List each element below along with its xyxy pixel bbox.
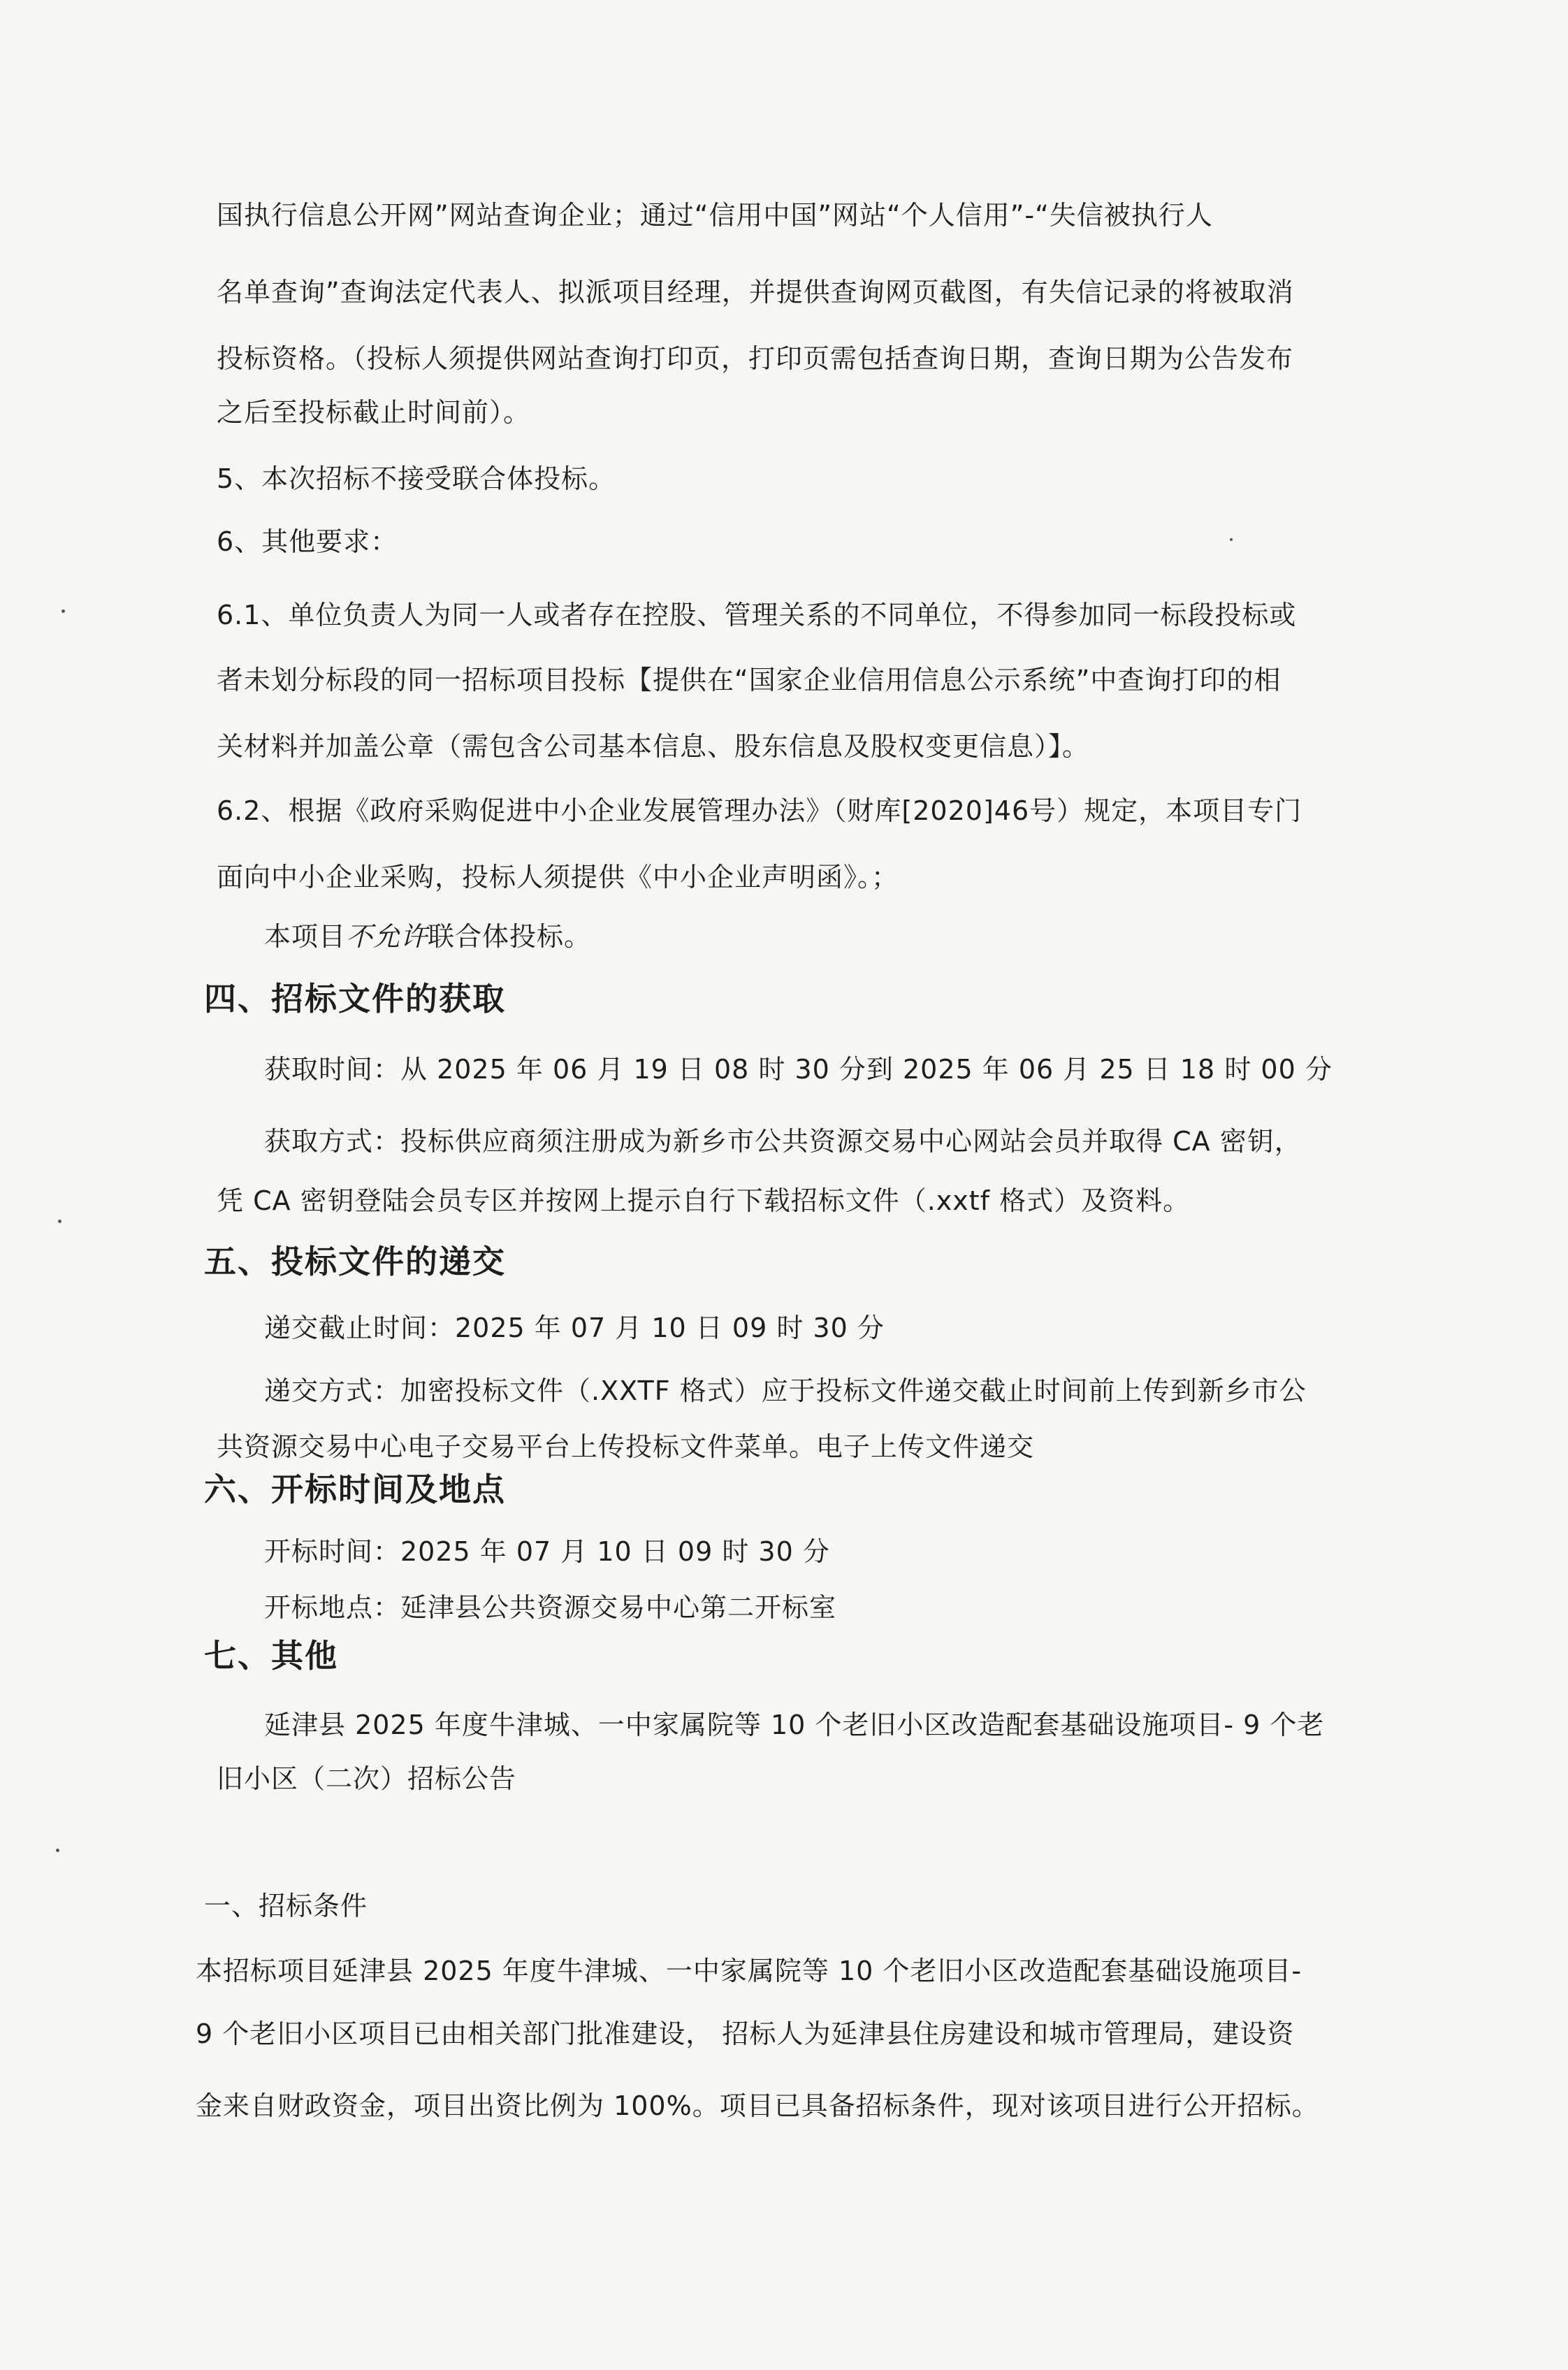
- paragraph-line: 旧小区（二次）招标公告: [217, 1763, 517, 1794]
- paragraph-line: 开标时间：2025 年 07 月 10 日 09 时 30 分: [264, 1536, 830, 1567]
- paragraph-line: 之后至投标截止时间前）。: [217, 397, 531, 428]
- section-heading: 五、投标文件的递交: [204, 1243, 506, 1280]
- paragraph-line: 名单查询”查询法定代表人、拟派项目经理，并提供查询网页截图，有失信记录的将被取消: [217, 277, 1294, 308]
- scan-speck: [58, 1220, 61, 1223]
- paragraph-line: 递交方式：加密投标文件（.XXTF 格式）应于投标文件递交截止时间前上传到新乡市公: [264, 1375, 1307, 1406]
- italic-text-run: 不允许: [346, 921, 428, 952]
- paragraph-line: 6.2、根据《政府采购促进中小企业发展管理办法》（财库[2020]46号）规定，本项目专门: [217, 795, 1302, 826]
- paragraph-line: 5、本次招标不接受联合体投标。: [217, 463, 616, 494]
- paragraph-line: 面向中小企业采购，投标人须提供《中小企业声明函》。；: [217, 862, 899, 893]
- section-heading: 四、招标文件的获取: [204, 980, 506, 1018]
- paragraph-line: [264, 919, 1382, 954]
- paragraph-line: 共资源交易中心电子交易平台上传投标文件菜单。电子上传文件递交: [217, 1431, 1035, 1462]
- paragraph-line: 获取时间：从 2025 年 06 月 19 日 08 时 30 分到 2025 年 06 月 25 日 18 时 00 分: [264, 1054, 1333, 1085]
- paragraph-line: 6.1、单位负责人为同一人或者存在控股、管理关系的不同单位，不得参加同一标段投标或: [217, 600, 1297, 630]
- section-heading: 七、其他: [204, 1637, 338, 1675]
- scan-speck: [1230, 538, 1233, 541]
- paragraph-line: 获取方式：投标供应商须注册成为新乡市公共资源交易中心网站会员并取得 CA 密钥，: [264, 1126, 1302, 1157]
- paragraph-line: 凭 CA 密钥登陆会员专区并按网上提示自行下载招标文件（.xxtf 格式）及资料。: [217, 1185, 1191, 1216]
- text-run: 联合体投标。: [428, 921, 592, 952]
- paragraph-line: 本招标项目延津县 2025 年度牛津城、一中家属院等 10 个老旧小区改造配套基础设施项目-: [196, 1956, 1302, 1986]
- paragraph-line: 9 个老旧小区项目已由相关部门批准建设， 招标人为延津县住房建设和城市管理局，建设资: [196, 2018, 1295, 2049]
- paragraph-line: 者未划分标段的同一招标项目投标【提供在“国家企业信用信息公示系统”中查询打印的相: [217, 665, 1282, 695]
- paragraph-line: 关材料并加盖公章（需包含公司基本信息、股东信息及股权变更信息）】。: [217, 731, 1090, 762]
- paragraph-line: 延津县 2025 年度牛津城、一中家属院等 10 个老旧小区改造配套基础设施项目- 9 个老: [264, 1710, 1325, 1740]
- paragraph-line: 投标资格。（投标人须提供网站查询打印页，打印页需包括查询日期，查询日期为公告发布: [217, 343, 1294, 374]
- scan-speck: [56, 1849, 59, 1852]
- scan-speck: [61, 609, 65, 613]
- paragraph-line: 6、其他要求：: [217, 526, 398, 557]
- paragraph-line: 递交截止时间：2025 年 07 月 10 日 09 时 30 分: [264, 1313, 885, 1343]
- section-heading: 六、开标时间及地点: [204, 1471, 506, 1508]
- paragraph-line: 开标地点：延津县公共资源交易中心第二开标室: [264, 1592, 837, 1623]
- paragraph-line: 国执行信息公开网”网站查询企业；通过“信用中国”网站“个人信用”-“失信被执行人: [217, 200, 1213, 231]
- paragraph-line: 金来自财政资金，项目出资比例为 100%。项目已具备招标条件，现对该项目进行公开招标。: [196, 2090, 1319, 2121]
- paragraph-line: 一、招标条件: [204, 1891, 368, 1921]
- text-run: 本项目: [264, 921, 347, 952]
